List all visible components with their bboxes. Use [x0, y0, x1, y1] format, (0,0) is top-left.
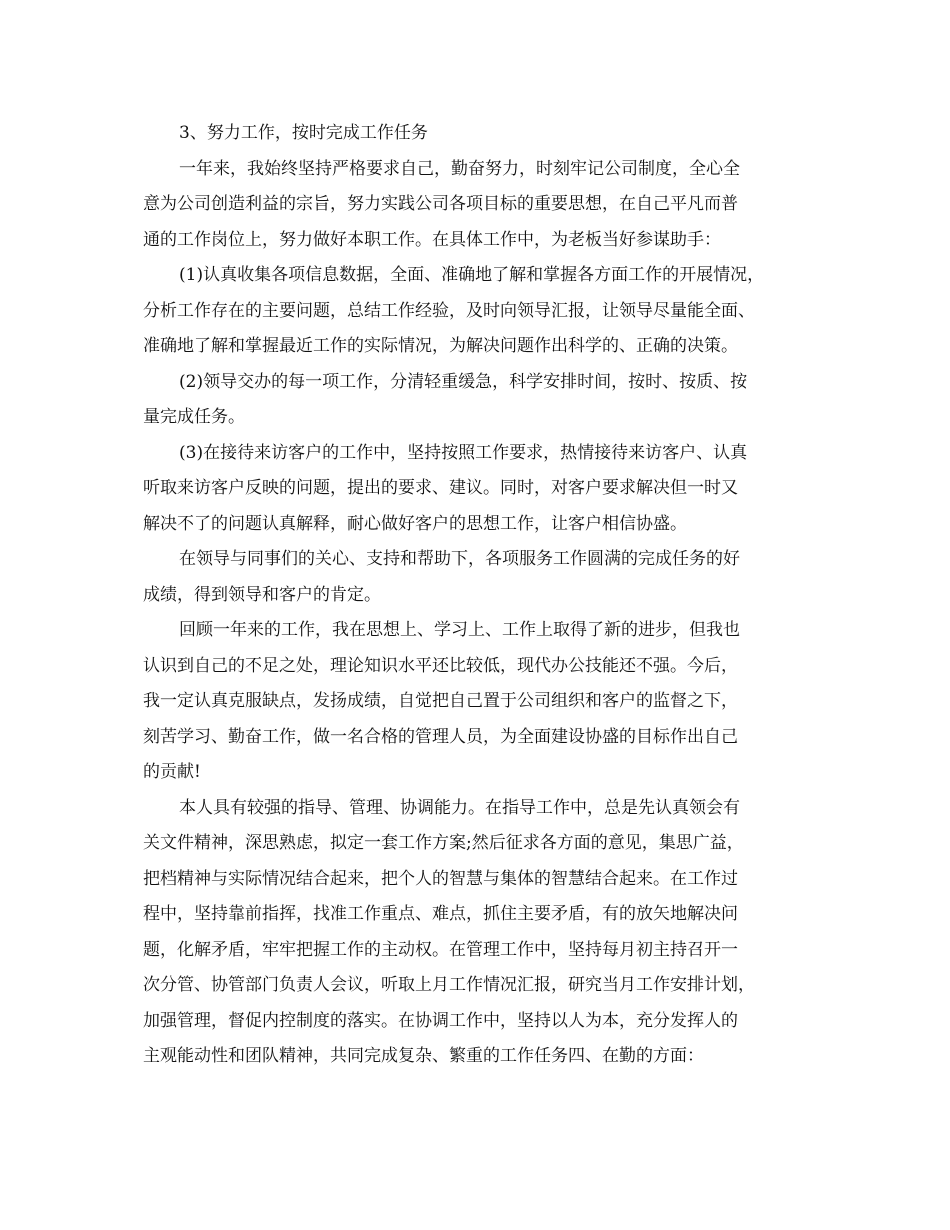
paragraph-line: 意为公司创造利益的宗旨，努力实践公司各项目标的重要思想，在自己平凡而普: [143, 194, 738, 214]
paragraph: [143, 613, 815, 791]
paragraph-line: 成绩，得到领导和客户的肯定。: [143, 584, 381, 605]
paragraph-line: 加强管理，督促内控制度的落实。在协调工作中，坚持以人为本，充分发挥人的: [143, 1010, 738, 1031]
paragraph-line: 次分管、协管部门负责人会议，听取上月工作情况汇报，研究当月工作安排计划，: [143, 975, 755, 995]
paragraph-line: 量完成任务。: [143, 407, 245, 427]
paragraph: [143, 791, 815, 1075]
paragraph-line: 在领导与同事们的关心、支持和帮助下，各项服务工作圆满的完成任务的好: [179, 549, 740, 569]
paragraph-line: 程中，坚持靠前指挥，找准工作重点、难点，抓住主要矛盾，有的放矢地解决问: [143, 904, 738, 924]
document-body: [143, 116, 815, 1075]
section-heading: 3、努力工作，按时完成工作任务: [179, 123, 428, 143]
paragraph: [143, 365, 815, 436]
paragraph: [143, 258, 815, 365]
paragraph-line: 关文件精神，深思熟虑，拟定一套工作方案;然后征求各方面的意见，集思广益，: [143, 833, 744, 853]
paragraph-line: 把档精神与实际情况结合起来，把个人的智慧与集体的智慧结合起来。在工作过: [143, 868, 738, 889]
paragraph-line: 认识到自己的不足之处，理论知识水平还比较低，现代办公技能还不强。今后，: [143, 655, 738, 676]
paragraph-line: 我一定认真克服缺点，发扬成绩，自觉把自己置于公司组织和客户的监督之下，: [143, 691, 738, 711]
paragraph-line: (3)在接待来访客户的工作中，坚持按照工作要求，热情接待来访客户、认真: [179, 442, 748, 463]
paragraph-line: (1)认真收集各项信息数据，全面、准确地了解和掌握各方面工作的开展情况，: [179, 265, 765, 285]
paragraph-line: (2)领导交办的每一项工作，分清轻重缓急，科学安排时间，按时、按质、按: [179, 371, 748, 392]
paragraph-line: 回顾一年来的工作，我在思想上、学习上、工作上取得了新的进步，但我也: [179, 620, 740, 640]
paragraph-line: 听取来访客户反映的问题，提出的要求、建议。同时，对客户要求解决但一时又: [143, 478, 738, 498]
paragraph-line: 题，化解矛盾，牢牢把握工作的主动权。在管理工作中，坚持每月初主持召开一: [143, 939, 738, 960]
paragraph-line: 通的工作岗位上，努力做好本职工作。在具体工作中，为老板当好参谋助手：: [143, 229, 721, 250]
paragraph-line: 的贡献!: [143, 762, 201, 782]
paragraph: [143, 152, 815, 259]
paragraph-line: 本人具有较强的指导、管理、协调能力。在指导工作中，总是先认真领会有: [179, 797, 740, 818]
paragraph-line: 解决不了的问题认真解释，耐心做好客户的思想工作，让客户相信协盛。: [143, 513, 687, 534]
paragraph-line: 分析工作存在的主要问题，总结工作经验，及时向领导汇报，让领导尽量能全面、: [143, 300, 755, 321]
paragraph-line: 准确地了解和掌握最近工作的实际情况，为解决问题作出科学的、正确的决策。: [143, 336, 738, 356]
paragraph-list: [143, 152, 815, 1075]
paragraph-line: 主观能动性和团队精神，共同完成复杂、繁重的工作任务四、在勤的方面：: [143, 1046, 704, 1066]
paragraph-line: 一年来，我始终坚持严格要求自己，勤奋努力，时刻牢记公司制度，全心全: [179, 158, 740, 179]
paragraph: [143, 542, 815, 613]
paragraph: [143, 436, 815, 543]
paragraph-line: 刻苦学习、勤奋工作，做一名合格的管理人员，为全面建设协盛的目标作出自己: [143, 726, 738, 747]
